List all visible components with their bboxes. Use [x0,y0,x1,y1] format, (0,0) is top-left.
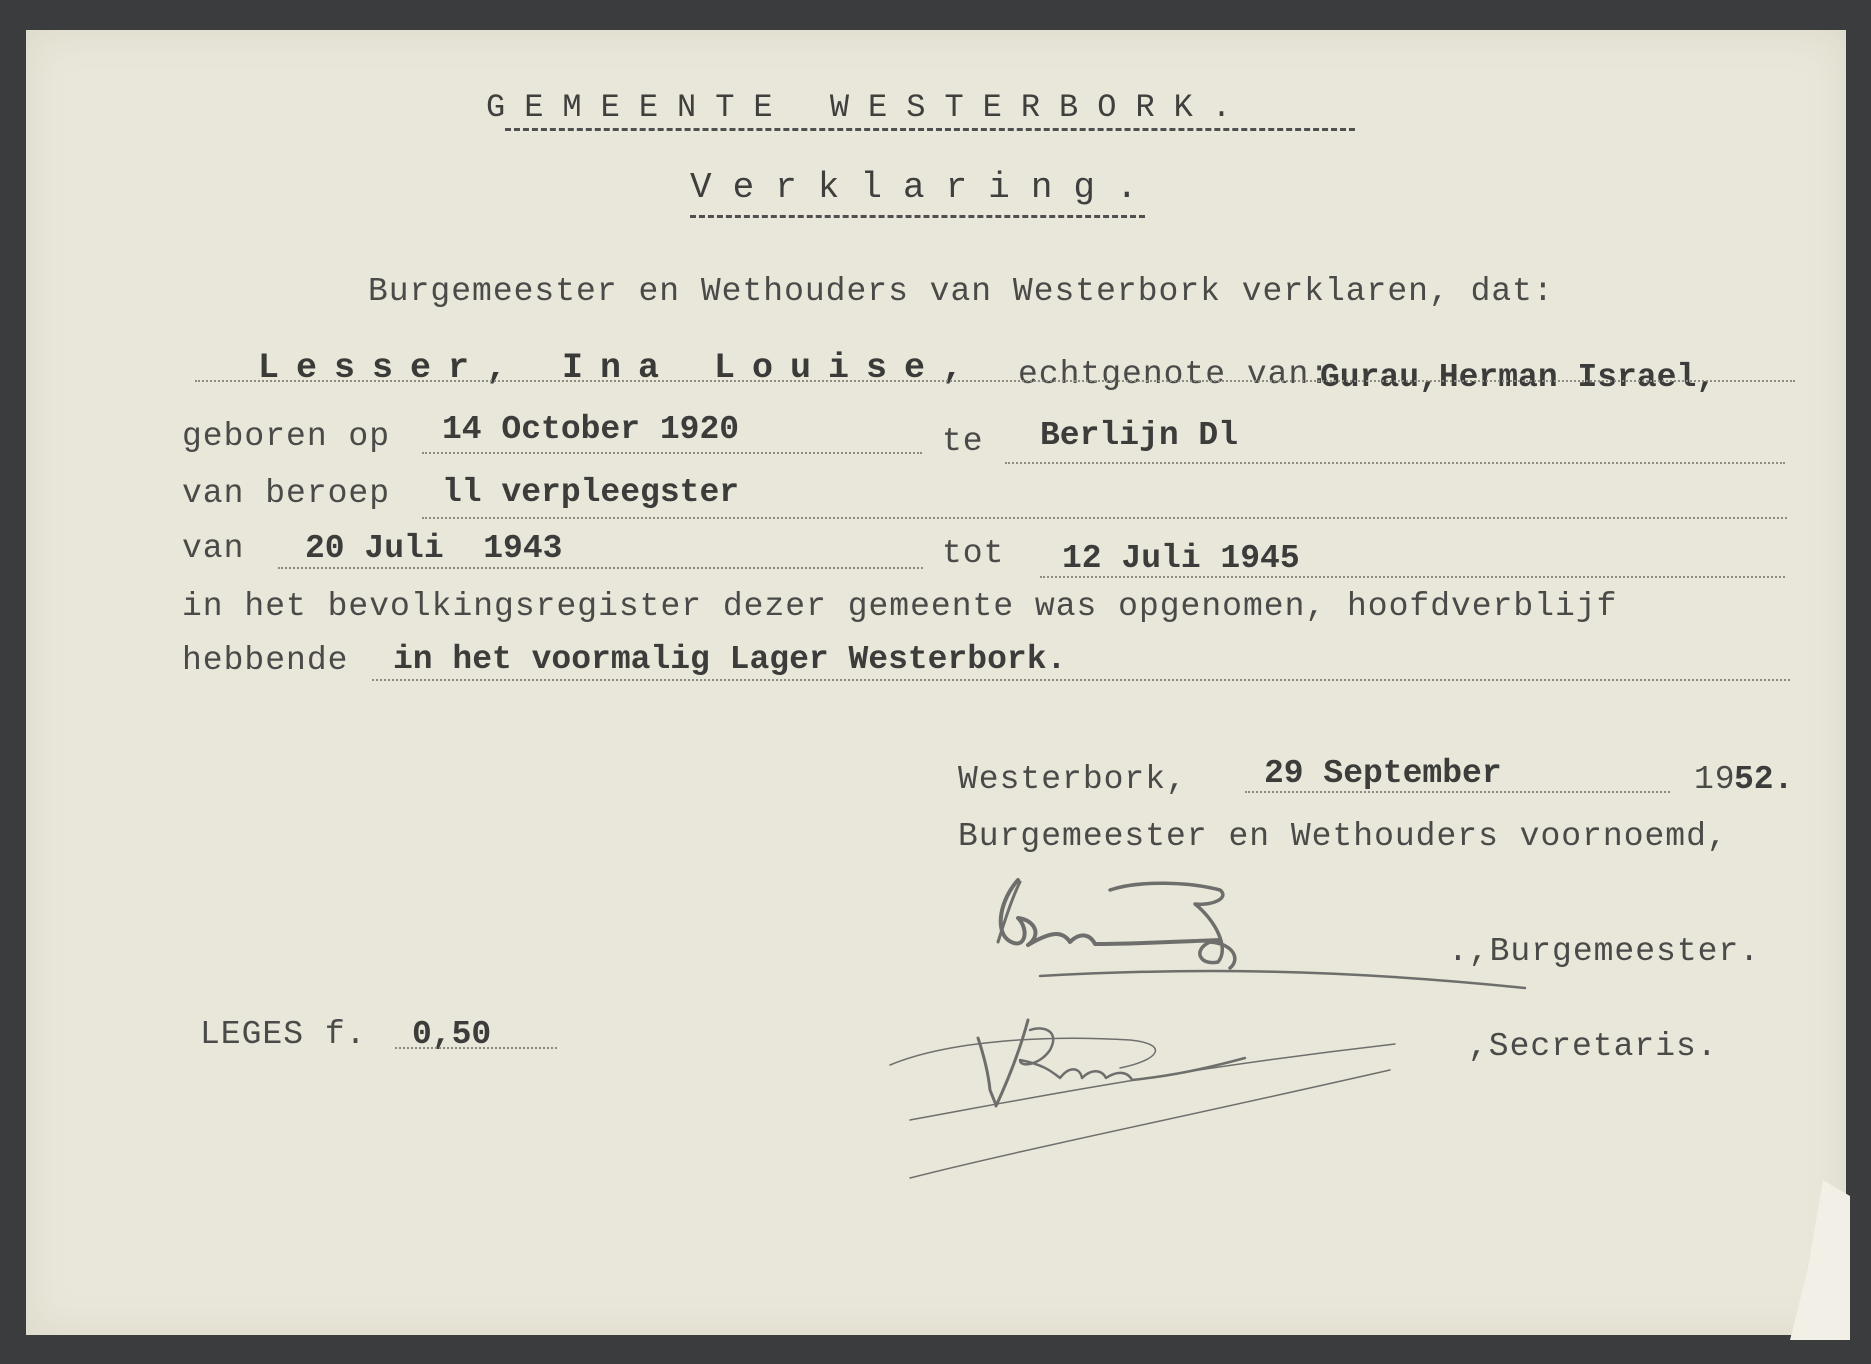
birth-place-line [1005,462,1785,464]
birth-date-line [422,452,922,454]
occupation-label: van beroep [182,475,391,512]
birth-place-label: te [942,423,984,460]
residence-label: hebbende [182,642,349,679]
fee-line [395,1047,557,1049]
period-to: 12 Juli 1945 [1062,540,1300,577]
occupation-line [422,517,1787,519]
municipality-heading: GEMEENTE WESTERBORK. [486,89,1251,126]
residence-line [372,679,1790,681]
signing-date-line [1245,791,1670,793]
fee-label: LEGES f. [200,1016,367,1053]
intro-text: Burgemeester en Wethouders van Westerbork verklaren, dat: [368,273,1554,310]
period-from: 20 Juli 1943 [305,530,563,567]
document-title: Verklaring. [690,167,1159,208]
birth-date: 14 October 1920 [442,411,740,448]
secretaris-label: ,Secretaris. [1468,1028,1718,1065]
spouse-label: echtgenote van: [1018,356,1331,393]
signing-year-suffix: 52. [1734,761,1794,798]
fee-value: 0,50 [412,1016,492,1053]
title-underline [690,215,1145,218]
name-fill-line [195,380,1795,382]
person-name: Lesser, Ina Louise, [258,348,981,388]
residence-value: in het voormalig Lager Westerbork. [393,641,1067,678]
signing-date: 29 September [1264,755,1502,792]
period-from-label: van [182,530,245,567]
burgemeester-label: .,Burgemeester. [1448,933,1761,970]
period-from-line [278,567,923,569]
heading-underline [505,128,1355,131]
signing-place: Westerbork, [958,761,1187,798]
signatories-text: Burgemeester en Wethouders voornoemd, [958,818,1728,855]
birth-place: Berlijn Dl [1040,417,1239,454]
burgemeester-signature [980,860,1540,1000]
period-to-line [1040,576,1785,578]
signing-year-prefix: 19 [1694,761,1736,798]
secretaris-signature [870,1010,1430,1190]
register-text: in het bevolkingsregister dezer gemeente was opgenomen, hoofdverblijf [182,588,1618,625]
birth-label: geboren op [182,418,391,455]
period-to-label: tot [942,535,1005,572]
occupation-value: ll verpleegster [442,474,740,511]
spouse-name: Gurau,Herman Israel, [1320,359,1717,396]
